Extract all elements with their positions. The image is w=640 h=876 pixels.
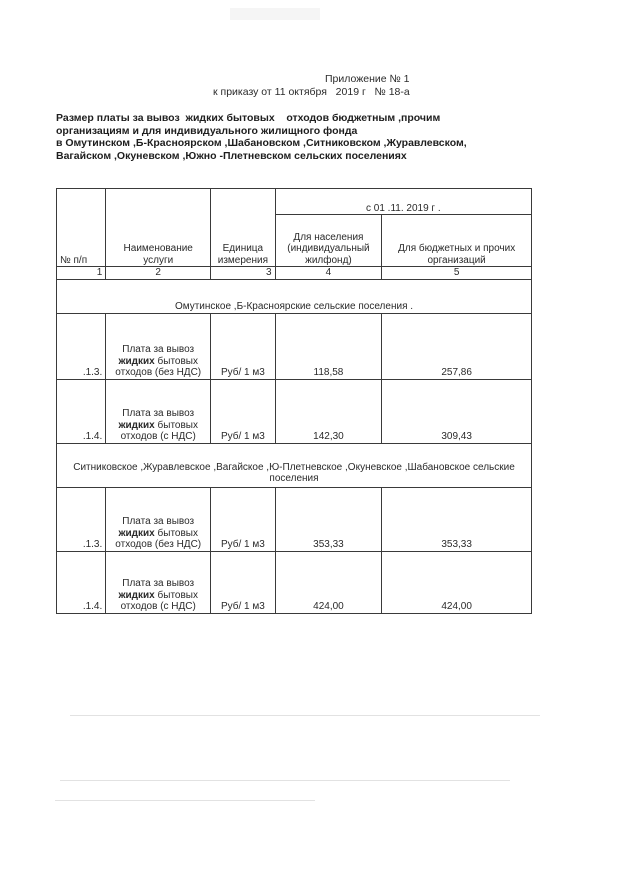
row-num: .1.3. xyxy=(57,313,106,379)
index-cell: 2 xyxy=(106,267,211,280)
row-budget: 309,43 xyxy=(382,379,532,443)
row-population: 424,00 xyxy=(275,551,382,613)
service-mid: бытовых xyxy=(157,589,198,601)
row-population: 142,30 xyxy=(275,379,382,443)
index-cell: 5 xyxy=(382,267,532,280)
service-prefix: Плата за вывоз xyxy=(122,516,195,527)
heading-line: Размер платы за вывоз жидких бытовых отходов бюджетным ,прочим xyxy=(56,112,441,124)
row-service xyxy=(106,313,211,379)
document-heading xyxy=(56,112,576,162)
scan-artifact-top xyxy=(230,8,320,20)
row-population: 118,58 xyxy=(275,313,382,379)
header-unit: Единица измерения xyxy=(211,189,275,267)
table-row xyxy=(57,487,532,551)
index-cell: 4 xyxy=(275,267,382,280)
row-service xyxy=(106,487,211,551)
row-num: .1.4. xyxy=(57,379,106,443)
row-unit: Руб/ 1 м3 xyxy=(211,551,275,613)
heading-line: Вагайском ,Окуневском ,Южно -Плетневском сельских поселениях xyxy=(56,149,407,162)
scan-artifact-line xyxy=(60,780,510,781)
section-row xyxy=(57,279,532,313)
section-title: Ситниковское ,Журавлевское ,Вагайское ,Ю-Плетневское ,Окуневское ,Шабановское сельские поселения xyxy=(57,443,532,487)
table-header-row xyxy=(57,189,532,215)
service-suffix: отходов (без НДС) xyxy=(115,367,202,378)
table-row xyxy=(57,551,532,613)
row-budget: 424,00 xyxy=(382,551,532,613)
row-unit: Руб/ 1 м3 xyxy=(211,379,275,443)
header-date-group: с 01 .11. 2019 г . xyxy=(275,189,531,215)
service-bold: жидких xyxy=(118,589,155,601)
index-cell: 1 xyxy=(57,267,106,280)
service-bold: жидких xyxy=(118,355,155,367)
header-service: Наименование услуги xyxy=(106,189,211,267)
service-bold: жидких xyxy=(118,527,155,539)
table-row xyxy=(57,313,532,379)
row-unit: Руб/ 1 м3 xyxy=(211,487,275,551)
row-budget: 257,86 xyxy=(382,313,532,379)
row-num: .1.3. xyxy=(57,487,106,551)
scan-artifact-line xyxy=(55,800,315,801)
section-row xyxy=(57,443,532,487)
service-mid: бытовых xyxy=(157,527,198,539)
appendix-title: Приложение № 1 xyxy=(325,73,410,85)
order-reference: к приказу от 11 октября 2019 г № 18-а xyxy=(213,86,410,98)
header-budget: Для бюджетных и прочих организаций xyxy=(382,215,532,267)
service-suffix: отходов (без НДС) xyxy=(115,539,202,550)
row-service xyxy=(106,551,211,613)
scan-artifact-line xyxy=(70,715,540,716)
section-title: Омутинское ,Б-Красноярские сельские поселения . xyxy=(57,279,532,313)
index-cell: 3 xyxy=(211,267,275,280)
service-mid: бытовых xyxy=(157,355,198,367)
service-mid: бытовых xyxy=(157,419,198,431)
row-budget: 353,33 xyxy=(382,487,532,551)
index-row xyxy=(57,267,532,280)
service-prefix: Плата за вывоз xyxy=(122,578,195,589)
service-bold: жидких xyxy=(118,419,155,431)
service-suffix: отходов (с НДС) xyxy=(120,601,196,612)
service-suffix: отходов (с НДС) xyxy=(120,431,196,442)
header-population: Для населения (индивидуальный жилфонд) xyxy=(275,215,382,267)
service-prefix: Плата за вывоз xyxy=(122,344,195,355)
heading-line: организациям и для индивидуального жилищного фонда xyxy=(56,124,358,137)
header-num: № п/п xyxy=(57,189,106,267)
heading-line: в Омутинском ,Б-Красноярском ,Шабановском ,Ситниковском ,Журавлевском, xyxy=(56,137,467,149)
service-prefix: Плата за вывоз xyxy=(122,408,195,419)
row-unit: Руб/ 1 м3 xyxy=(211,313,275,379)
tariff-table xyxy=(56,188,532,614)
row-num: .1.4. xyxy=(57,551,106,613)
row-population: 353,33 xyxy=(275,487,382,551)
table-row xyxy=(57,379,532,443)
row-service xyxy=(106,379,211,443)
